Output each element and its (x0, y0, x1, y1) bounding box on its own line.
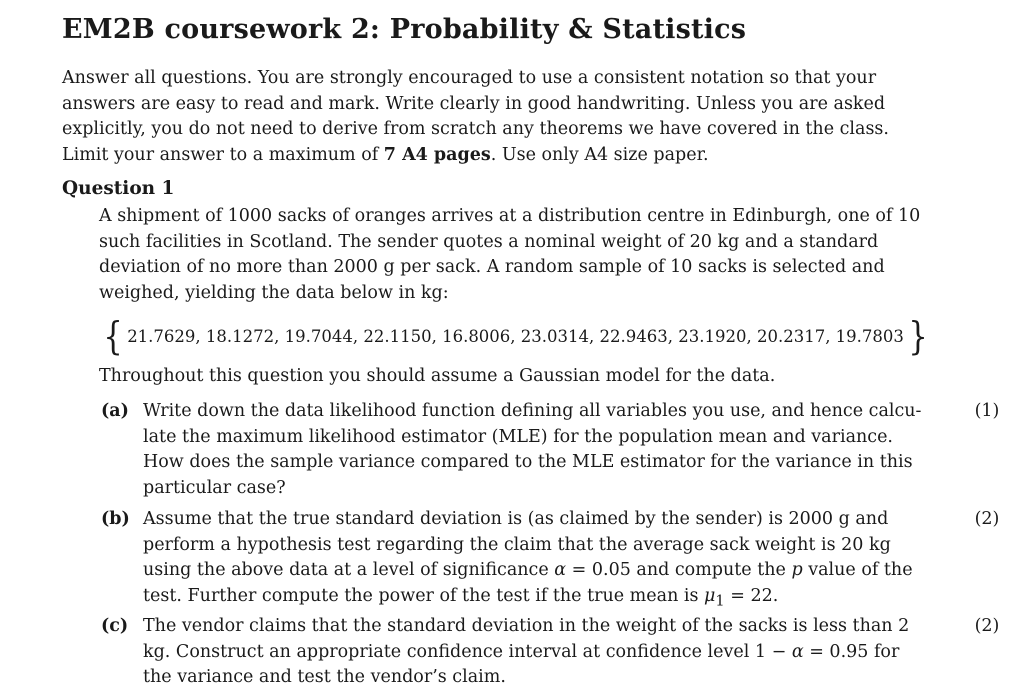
question-1-description: A shipment of 1000 sacks of oranges arrives at a distribution centre in Edinburgh, one of 10 such facilities in Scotland. The sender quotes a nominal weight of 20 kg and a standard deviation of no more than 2000 g per sack. A random sample of 10 sacks is selected and weighed, yielding the data below in kg: (99, 206, 921, 303)
question-1-heading: Question 1 (62, 178, 175, 199)
close-brace: } (908, 314, 928, 358)
instructions-page-limit: 7 A4 pages (383, 144, 491, 165)
alpha-symbol: α (791, 641, 804, 662)
mu-subscript: 1 (715, 592, 725, 609)
part-b-text-4: = 22. (724, 585, 779, 606)
page-title: EM2B coursework 2: Probability & Statistics (62, 14, 747, 45)
part-a-label: (a) (101, 401, 129, 421)
question-1-body (99, 204, 923, 306)
part-b-text-1: Assume that the true standard deviation is (as claimed by the sender) is 2000 g and perform a hypothesis test regarding the claim that the average sack weight is 20 kg using the above data at a level of significance (143, 509, 891, 580)
p-symbol: p (791, 560, 803, 580)
part-a-marks: (1) (974, 401, 1000, 421)
sample-data-values: 21.7629, 18.1272, 19.7044, 22.1150, 16.8006, 23.0314, 22.9463, 23.1920, 20.2317, 19.7803 (127, 326, 904, 346)
instructions-text-1: Answer all questions. You are strongly encouraged to use a consistent notation so that your answers are easy to read and mark. Write clearly in good handwriting. Unless you are asked explicitly, you do not need to derive from scratch any theorems we have covered in the class. Limit your answer to a maximum of (62, 68, 889, 165)
part-b-text-2: = 0.05 and compute the (566, 560, 792, 580)
part-b-text (143, 507, 923, 614)
part-c-label: (c) (101, 616, 129, 636)
mu-symbol: μ (704, 585, 716, 606)
instructions-text-2: . Use only A4 size paper. (490, 144, 709, 165)
part-b-marks: (2) (974, 509, 1000, 529)
sample-data-set (101, 314, 930, 358)
alpha-symbol: α (554, 560, 567, 580)
part-b-text-3: value of the test. Further compute the power of the test if the true mean is (143, 560, 913, 606)
part-a-text: Write down the data likelihood function defining all variables you use, and hence calcu- late the maximum likelihood estimator (MLE) for the population mean and variance. How does the sample variance compared to the MLE estimator for the variance in this particular case? (143, 401, 922, 498)
part-c-marks: (2) (974, 616, 1000, 636)
part-c-text (143, 614, 923, 691)
part-c-text-2: = 0.95 for the variance and test the vendor’s claim. (143, 641, 900, 687)
instructions-paragraph (62, 66, 922, 168)
gaussian-assumption: Throughout this question you should assume a Gaussian model for the data. (99, 366, 776, 386)
part-b-label: (b) (101, 509, 130, 529)
open-brace: { (103, 314, 123, 358)
part-c-text-1: The vendor claims that the standard deviation in the weight of the sacks is less than 2 kg. Construct an appropriate confidence interval at confidence level 1 − (143, 616, 910, 662)
